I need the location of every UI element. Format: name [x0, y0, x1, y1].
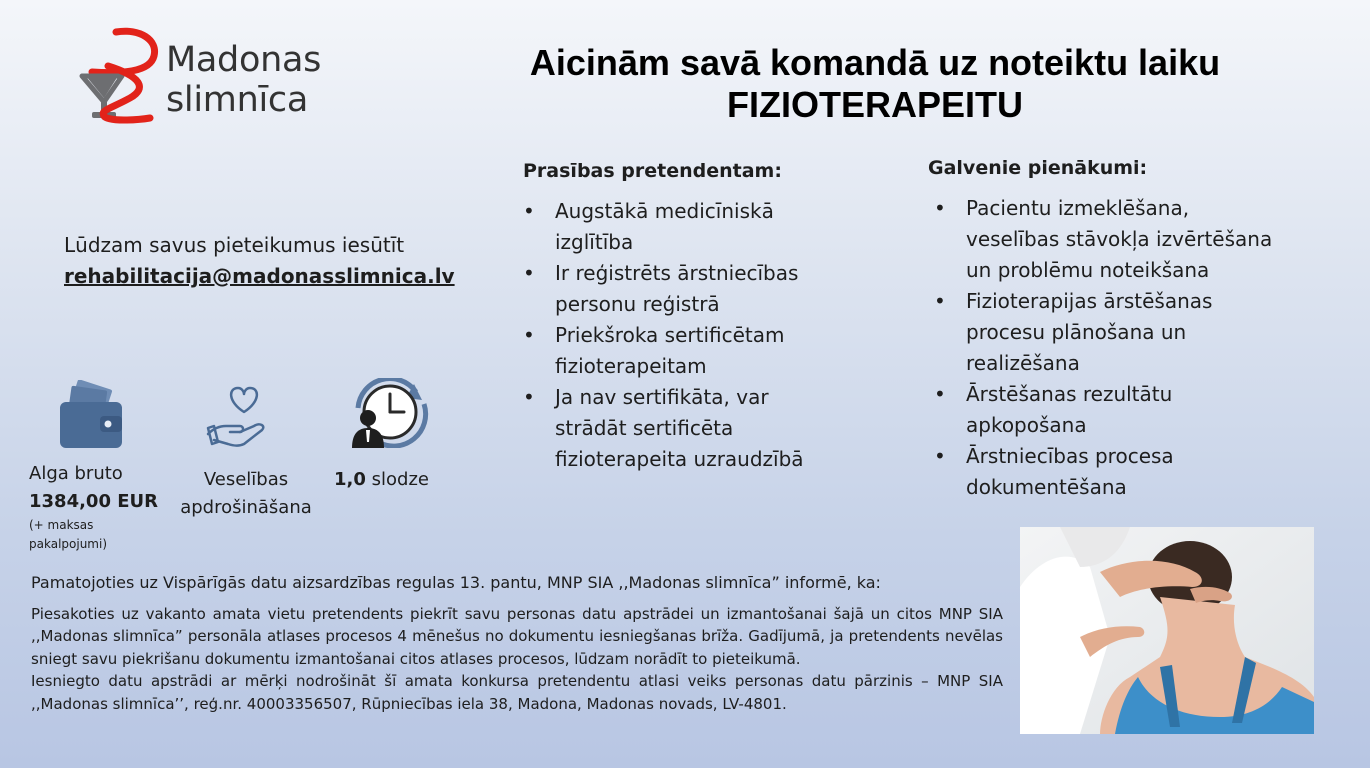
clock-worker-icon — [350, 378, 432, 448]
list-item-line: • Augstākā medicīniskā — [555, 199, 774, 223]
list-item-line: strādāt sertificēta — [555, 416, 734, 440]
gdpr-notice — [31, 603, 1003, 715]
list-item-line: • Fizioterapijas ārstēšanas — [966, 289, 1213, 313]
insurance-info — [176, 466, 316, 522]
list-item — [934, 193, 1294, 286]
list-item-line: • Ja nav sertifikāta, var — [555, 385, 769, 409]
headline-line1: Aicinām savā komandā uz noteiktu laiku — [529, 42, 1221, 83]
hand-heart-icon — [206, 382, 270, 452]
salary-label: Alga bruto — [29, 463, 123, 484]
salary-note-line1: (+ maksas — [29, 518, 94, 532]
physiotherapy-photo-image — [1020, 527, 1314, 734]
list-item — [934, 379, 1294, 441]
duties-title: Galvenie pienākumi: — [928, 157, 1148, 179]
list-item-line: • Ārstēšanas rezultātu — [966, 382, 1173, 406]
list-item — [934, 441, 1294, 503]
list-item-line: fizioterapeitam — [555, 354, 707, 378]
workload-info — [334, 466, 429, 494]
list-item — [523, 320, 853, 382]
insurance-line1: Veselības — [203, 469, 289, 490]
list-item-line: • Ir reģistrēts ārstniecības — [555, 261, 799, 285]
list-item-line: • Pacientu izmeklēšana, — [966, 196, 1190, 220]
workload-label: slodze — [371, 469, 429, 490]
list-item — [523, 196, 853, 258]
hospital-name-line1: Madonas — [166, 40, 322, 80]
list-item-line: apkopošana — [966, 413, 1087, 437]
salary-amount: 1384,00 EUR — [29, 491, 159, 512]
wallet-icon — [58, 380, 124, 450]
physiotherapy-photo — [1020, 527, 1314, 734]
gdpr-paragraph: Piesakoties uz vakanto amata vietu pretendents piekrīt savu personas datu apstrādei un izmantošanai šajā un citos MNP SIA ,,Madonas slimnīca” personāla atlases procesos 4 mēnešus no dokumentu iesniegšanas brīža. Gadījumā, ja pretendents nevēlas sniegt savu piekrišanu dokumentu izmantošanai citos atlases procesos, lūdzam norādīt to pieteikumā. — [31, 605, 1003, 668]
list-item-line: veselības stāvokļa izvērtēšana — [966, 227, 1273, 251]
requirements-list — [523, 196, 853, 475]
workload-value: 1,0 — [334, 469, 366, 490]
list-item-line: procesu plānošana un — [966, 320, 1187, 344]
list-item-line: izglītība — [555, 230, 634, 254]
contact-text: Lūdzam savus pieteikumus iesūtīt — [64, 233, 405, 257]
headline-position: FIZIOTERAPEITU — [727, 84, 1023, 125]
salary-info — [29, 460, 158, 554]
list-item — [523, 258, 853, 320]
list-item-line: • Priekšroka sertificētam — [555, 323, 785, 347]
vacancy-headline — [420, 42, 1330, 126]
hospital-name-line2: slimnīca — [166, 80, 308, 120]
insurance-line2: apdrošināšana — [180, 497, 312, 518]
list-item-line: personu reģistrā — [555, 292, 720, 316]
list-item-line: fizioterapeita uzraudzībā — [555, 447, 804, 471]
hospital-logo-icon — [78, 26, 164, 126]
list-item-line: un problēmu noteikšana — [966, 258, 1210, 282]
duties-list — [934, 193, 1294, 503]
gdpr-intro: Pamatojoties uz Vispārīgās datu aizsardzības regulas 13. pantu, MNP SIA ,,Madonas slimnīca” informē, ka: — [31, 573, 881, 592]
gdpr-paragraph: Iesniegto datu apstrādi ar mērķi nodrošināt šī amata konkursa pretendentu atlasi veiks personas datu pārzinis – MNP SIA ,,Madonas slimnīca’’, reģ.nr. 40003356507, Rūpniecības iela 38, Madona, Madonas novads, LV-4801. — [31, 672, 1003, 713]
hospital-name — [166, 40, 321, 120]
requirements-title: Prasības pretendentam: — [523, 160, 782, 182]
list-item — [523, 382, 853, 475]
hospital-logo — [78, 26, 368, 126]
list-item-line: • Ārstniecības procesa — [966, 444, 1174, 468]
list-item — [934, 286, 1294, 379]
contact-block — [64, 230, 455, 292]
list-item-line: dokumentēšana — [966, 475, 1127, 499]
contact-email-link[interactable]: rehabilitacija@madonasslimnica.lv — [64, 264, 455, 288]
salary-note-line2: pakalpojumi) — [29, 537, 107, 551]
list-item-line: realizēšana — [966, 351, 1080, 375]
